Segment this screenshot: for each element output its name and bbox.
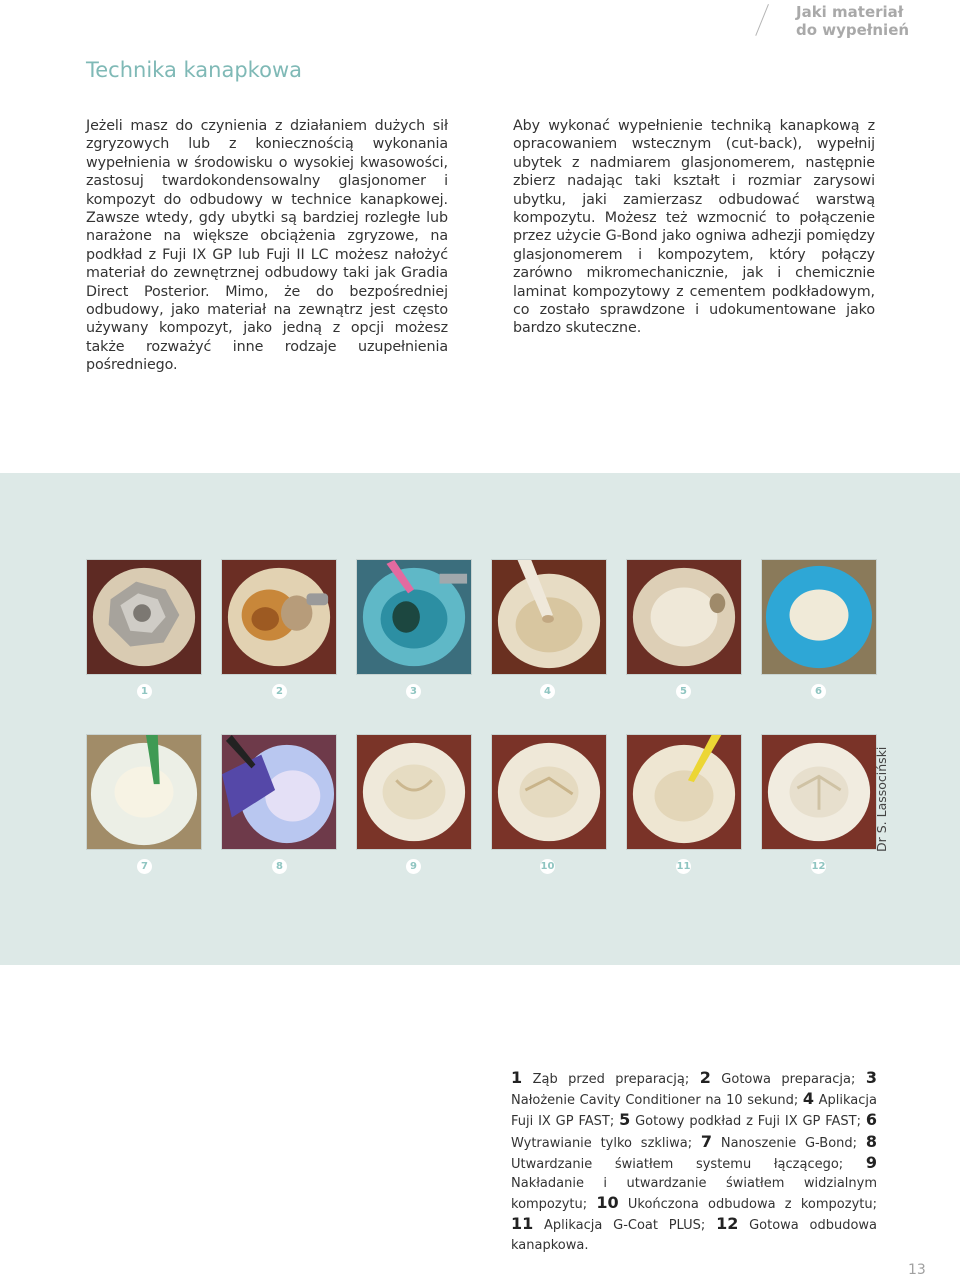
step-number-10: 10 (540, 861, 555, 872)
section-title: Technika kanapkowa (86, 58, 302, 82)
tooth-before-preparation-image (87, 560, 201, 674)
caption-text-5: Gotowy podkład z Fuji IX GP FAST; (635, 1114, 861, 1130)
caption-text-8: Utwardzanie światłem systemu łączącego; (511, 1156, 844, 1172)
running-header-line-2: do wypełnień (796, 21, 910, 39)
step-number-3: 3 (406, 684, 421, 699)
caption-text-10: Ukończona odbudowa z kompozytu; (627, 1197, 877, 1213)
step-number-11: 11 (676, 861, 691, 872)
photo-step-7 (86, 734, 202, 850)
right-text-column (513, 117, 875, 338)
step-number-12: 12 (811, 861, 826, 872)
left-text-column (86, 117, 448, 375)
step-number-9: 9 (406, 859, 421, 874)
caption-num-6: 6 (865, 1110, 877, 1130)
caption-text-4: Aplikacja Fuji IX GP FAST; (511, 1093, 878, 1130)
caption-num-2: 2 (699, 1068, 711, 1087)
caption-num-1: 1 (511, 1068, 523, 1087)
photo-step-11 (626, 734, 742, 850)
finished-sandwich-restoration-image (762, 735, 876, 849)
g-coat-plus-application-image (627, 735, 741, 849)
step-number-2: 2 (272, 684, 287, 699)
caption-text-2: Gotowa preparacja; (721, 1072, 856, 1087)
running-header (796, 3, 946, 39)
left-paragraph: Jeżeli masz do czynienia z działaniem dużych sił zgryzowych lub z koniecznością wykonania wypełnienia w środowisku o wysokiej kwasowości, zastosuj twardokondensowalny glasjonomer i kompozyt do odbudowy w technice kanapkowej. Zawsze wtedy, gdy ubytki są bardziej rozległe lub narażone na większe obciążenia zgryzowe, na podkład z Fuji IX GP lub Fuji II LC możesz nałożyć materiał do zewnętrznej odbudowy taki jak Gradia Direct Posterior. Mimo, że do bezpośredniej odbudowy, jako materiał na zewnątrz jest często używany kompozyt, jako jedną z opcji możesz także rozważyć inne rodzaje uzupełnienia pośredniego. (86, 118, 448, 374)
finished-liner-image (627, 560, 741, 674)
photo-step-1 (86, 559, 202, 675)
caption-num-10: 10 (596, 1193, 619, 1213)
step-number-6: 6 (811, 684, 826, 699)
caption-text-6: Wytrawianie tylko szkliwa; (511, 1135, 693, 1151)
photo-step-4 (491, 559, 607, 675)
step-number-7: 7 (137, 859, 152, 874)
caption-num-3: 3 (865, 1068, 877, 1087)
finished-composite-image (492, 735, 606, 849)
caption-num-12: 12 (716, 1214, 739, 1234)
photo-step-12 (761, 734, 877, 850)
photo-credit: Dr S. Lassociński (874, 746, 889, 852)
caption-num-9: 9 (865, 1152, 877, 1172)
composite-placement-image (357, 735, 471, 849)
photo-step-3 (356, 559, 472, 675)
caption-num-4: 4 (802, 1089, 815, 1109)
caption-text-9: Nakładanie i utwardzanie światłem widzialnym kompozytu; (511, 1176, 877, 1213)
photo-step-10 (491, 734, 607, 850)
running-header-line-1: Jaki materiał (796, 3, 904, 21)
light-curing-bond-image (222, 735, 336, 849)
figure-caption (511, 1068, 877, 1255)
g-bond-application-image (87, 735, 201, 849)
photo-step-9 (356, 734, 472, 850)
right-paragraph: Aby wykonać wypełnienie techniką kanapkową z opracowaniem wstecznym (cut-back), wypełnij ubytek z nadmiarem glasjonomerem, następnie zbierz nadając taki kształt i rozmiar zarysowi ubytku, jaki zamierzasz odbudować warstwą kompozytu. Możesz też wzmocnić to połączenie przez użycie G-Bond jako ogniwa adhezji pomiędzy glasjonomerem i kompozytem, który połączy zarówno mikromechanicznie, jak i chemicznie laminat kompozytowy z cementem podkładowym, co zostało sprawdzone i udokumentowane jako bardzo skuteczne. (513, 118, 875, 337)
caption-text-12: Gotowa odbudowa kanapkowa. (511, 1218, 877, 1253)
finished-preparation-image (222, 560, 336, 674)
caption-num-8: 8 (865, 1131, 877, 1151)
step-number-1: 1 (137, 684, 152, 699)
page-number: 13 (908, 1262, 926, 1278)
enamel-etching-image (762, 560, 876, 674)
header-divider (755, 4, 769, 36)
photo-band (0, 473, 960, 965)
caption-text-3: Nałożenie Cavity Conditioner na 10 sekund; (511, 1093, 799, 1109)
photo-step-5 (626, 559, 742, 675)
photo-step-2 (221, 559, 337, 675)
caption-num-7: 7 (700, 1131, 713, 1151)
photo-step-8 (221, 734, 337, 850)
caption-text-7: Nanoszenie G-Bond; (720, 1135, 858, 1151)
step-number-5: 5 (676, 684, 691, 699)
photo-step-6 (761, 559, 877, 675)
caption-num-5: 5 (619, 1110, 631, 1130)
step-number-8: 8 (272, 859, 287, 874)
fuji-ix-application-image (492, 560, 606, 674)
caption-text-1: Ząb przed preparacją; (532, 1072, 690, 1087)
caption-text-11: Aplikacja G-Coat PLUS; (544, 1218, 706, 1234)
cavity-conditioner-image (357, 560, 471, 674)
step-number-4: 4 (540, 684, 555, 699)
caption-num-11: 11 (511, 1214, 534, 1234)
